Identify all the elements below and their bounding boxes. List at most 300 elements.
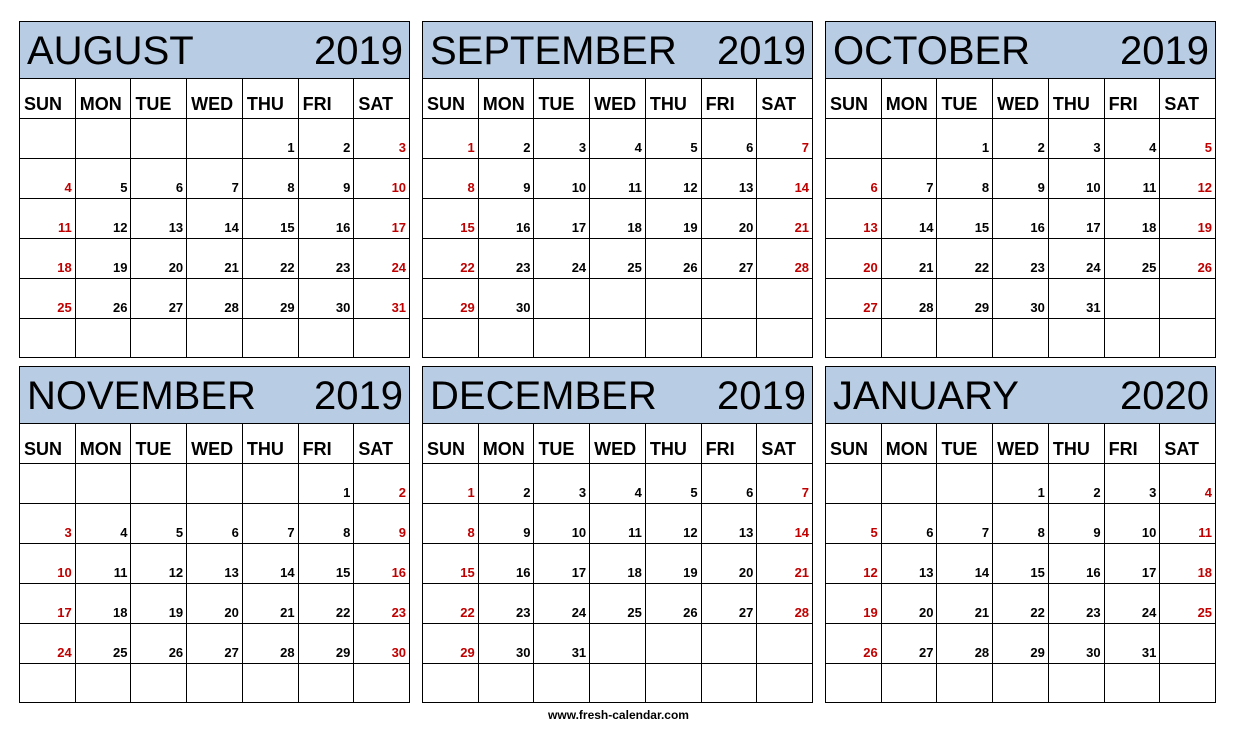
week-row	[826, 199, 1215, 239]
day-number: 27	[224, 645, 239, 660]
weekday-label: TUE	[135, 94, 172, 114]
day-number: 31	[1141, 645, 1157, 660]
day-number: 4	[64, 180, 72, 195]
day-cell	[354, 584, 409, 623]
day-cell	[187, 504, 243, 543]
day-cell	[646, 504, 702, 543]
month-august	[19, 21, 410, 358]
day-number: 27	[168, 300, 184, 315]
day-cell	[1049, 504, 1105, 543]
day-cell	[1105, 664, 1161, 703]
day-cell	[1049, 544, 1105, 583]
day-number: 17	[57, 605, 72, 620]
day-number: 12	[168, 565, 184, 580]
month-header	[20, 22, 409, 79]
month-january	[825, 366, 1216, 703]
day-cell	[131, 279, 187, 318]
day-number: 15	[460, 220, 475, 235]
day-cell	[354, 119, 409, 158]
day-number: 11	[1142, 180, 1157, 195]
day-number: 25	[627, 260, 642, 275]
day-cell	[1049, 159, 1105, 198]
day-cell	[423, 239, 479, 278]
weekday-cell	[299, 424, 355, 463]
day-cell	[882, 504, 938, 543]
day-number: 9	[398, 525, 407, 540]
day-cell	[534, 544, 590, 583]
day-cell	[299, 279, 355, 318]
day-number: 16	[515, 220, 531, 235]
day-number: 9	[343, 180, 351, 195]
footer-url: www.fresh-calendar.com	[548, 708, 689, 722]
day-cell	[20, 664, 76, 703]
day-number: 7	[981, 525, 990, 540]
day-cell	[702, 464, 758, 503]
day-number: 19	[683, 565, 698, 580]
day-cell	[354, 319, 409, 358]
day-number: 18	[627, 565, 642, 580]
day-number: 3	[398, 140, 407, 155]
day-cell	[423, 504, 479, 543]
day-cell	[187, 664, 243, 703]
day-number: 17	[1086, 220, 1101, 235]
month-name: AUGUST	[27, 29, 194, 73]
day-number: 24	[571, 260, 587, 275]
day-cell	[20, 279, 76, 318]
day-cell	[993, 584, 1049, 623]
day-cell	[757, 584, 812, 623]
day-cell	[20, 159, 76, 198]
week-row	[423, 544, 812, 584]
day-number: 10	[57, 565, 72, 580]
day-cell	[826, 279, 882, 318]
weekday-label: WED	[997, 439, 1040, 459]
day-cell	[1105, 504, 1161, 543]
day-cell	[423, 464, 479, 503]
day-cell	[187, 544, 243, 583]
day-cell	[354, 544, 409, 583]
day-number: 13	[168, 220, 184, 235]
weekday-label: TUE	[538, 439, 575, 459]
week-row	[423, 624, 812, 664]
week-row	[423, 199, 812, 239]
weekday-label: WED	[594, 94, 637, 114]
day-number: 26	[683, 260, 698, 275]
day-cell	[354, 504, 409, 543]
weekday-label: TUE	[538, 94, 575, 114]
day-number: 26	[683, 605, 698, 620]
day-cell	[20, 584, 76, 623]
day-number: 8	[467, 525, 475, 540]
day-number: 8	[1037, 525, 1045, 540]
day-number: 2	[523, 140, 531, 155]
day-cell	[131, 319, 187, 358]
day-cell	[826, 199, 882, 238]
day-cell	[187, 584, 243, 623]
day-number: 23	[515, 605, 531, 620]
day-cell	[646, 464, 702, 503]
day-number: 28	[974, 645, 990, 660]
day-number: 22	[974, 260, 990, 275]
day-number: 6	[175, 180, 184, 195]
day-number: 17	[1141, 565, 1157, 580]
day-cell	[826, 544, 882, 583]
day-cell	[299, 199, 355, 238]
day-cell	[757, 199, 812, 238]
day-number: 26	[168, 645, 184, 660]
day-number: 3	[64, 525, 72, 540]
day-number: 19	[683, 220, 698, 235]
day-number: 19	[1197, 220, 1213, 235]
day-number: 19	[112, 260, 128, 275]
day-cell	[646, 199, 702, 238]
day-cell	[131, 584, 187, 623]
weekday-label: WED	[191, 439, 234, 459]
week-row	[20, 279, 409, 319]
weekday-cell	[937, 79, 993, 118]
day-cell	[757, 464, 812, 503]
weekday-header-row	[423, 79, 812, 119]
day-number: 22	[280, 260, 295, 275]
day-cell	[354, 464, 409, 503]
day-number: 1	[467, 140, 475, 155]
day-number: 2	[1093, 485, 1101, 500]
day-cell	[937, 504, 993, 543]
week-row	[826, 279, 1215, 319]
day-number: 27	[918, 645, 934, 660]
weekday-cell	[757, 79, 812, 118]
day-number: 29	[335, 645, 351, 660]
day-cell	[479, 504, 535, 543]
day-cell	[20, 504, 76, 543]
day-cell	[646, 119, 702, 158]
day-cell	[131, 504, 187, 543]
weekday-label: SAT	[358, 94, 393, 114]
day-number: 14	[280, 565, 295, 580]
day-cell	[243, 119, 299, 158]
week-row	[20, 584, 409, 624]
weekday-label: MON	[79, 439, 122, 459]
day-number: 18	[1197, 565, 1213, 580]
day-cell	[937, 239, 993, 278]
weekday-cell	[479, 424, 535, 463]
day-number: 5	[120, 180, 128, 195]
day-cell	[702, 544, 758, 583]
day-number: 20	[738, 565, 754, 580]
day-cell	[646, 239, 702, 278]
weekday-label: SUN	[24, 439, 63, 459]
day-cell	[187, 239, 243, 278]
day-cell	[826, 504, 882, 543]
day-number: 30	[515, 645, 531, 660]
day-cell	[20, 624, 76, 663]
day-cell	[76, 544, 132, 583]
day-number: 15	[460, 565, 475, 580]
day-number: 27	[738, 260, 754, 275]
day-number: 6	[926, 525, 934, 540]
day-cell	[423, 584, 479, 623]
day-cell	[882, 159, 938, 198]
day-cell	[534, 584, 590, 623]
day-number: 23	[335, 260, 351, 275]
day-cell	[354, 239, 409, 278]
day-cell	[590, 664, 646, 703]
weekday-label: FRI	[1108, 439, 1138, 459]
day-cell	[187, 319, 243, 358]
week-row	[423, 239, 812, 279]
day-number: 27	[738, 605, 754, 620]
day-cell	[702, 664, 758, 703]
day-number: 7	[287, 525, 295, 540]
day-number: 23	[1086, 605, 1101, 620]
month-year: 2019	[1120, 29, 1209, 73]
day-cell	[479, 239, 535, 278]
week-row	[20, 464, 409, 504]
day-number: 9	[1037, 180, 1045, 195]
day-cell	[646, 544, 702, 583]
day-cell	[1160, 119, 1215, 158]
day-number: 4	[634, 485, 642, 500]
day-cell	[423, 544, 479, 583]
day-number: 30	[1086, 645, 1101, 660]
weekday-label: TUE	[941, 94, 978, 114]
day-number: 7	[801, 140, 810, 155]
day-cell	[590, 239, 646, 278]
day-number: 10	[1086, 180, 1101, 195]
week-row	[826, 159, 1215, 199]
day-cell	[1049, 584, 1105, 623]
day-number: 17	[391, 220, 407, 235]
day-cell	[423, 119, 479, 158]
day-cell	[702, 279, 758, 318]
day-cell	[131, 624, 187, 663]
day-number: 12	[1197, 180, 1213, 195]
day-cell	[76, 584, 132, 623]
day-cell	[243, 464, 299, 503]
day-number: 13	[738, 525, 754, 540]
day-cell	[1160, 239, 1215, 278]
day-number: 11	[1198, 525, 1213, 540]
day-cell	[534, 119, 590, 158]
week-row	[423, 119, 812, 159]
day-cell	[1160, 279, 1215, 318]
day-number: 8	[343, 525, 351, 540]
day-number: 23	[391, 605, 407, 620]
day-cell	[534, 199, 590, 238]
weekday-header-row	[20, 424, 409, 464]
day-cell	[299, 159, 355, 198]
day-cell	[937, 159, 993, 198]
week-row	[20, 624, 409, 664]
day-cell	[993, 319, 1049, 358]
day-cell	[882, 664, 938, 703]
day-cell	[243, 199, 299, 238]
weekday-label: SAT	[761, 94, 796, 114]
day-cell	[479, 584, 535, 623]
week-row	[20, 319, 409, 358]
weekday-cell	[479, 79, 535, 118]
day-number: 11	[57, 220, 72, 235]
day-cell	[993, 239, 1049, 278]
day-number: 29	[460, 300, 475, 315]
day-cell	[757, 279, 812, 318]
day-number: 2	[398, 485, 407, 500]
day-cell	[826, 119, 882, 158]
day-cell	[937, 319, 993, 358]
day-cell	[1105, 584, 1161, 623]
weekday-cell	[423, 79, 479, 118]
day-cell	[882, 279, 938, 318]
day-cell	[1049, 624, 1105, 663]
day-cell	[20, 199, 76, 238]
day-cell	[243, 504, 299, 543]
day-cell	[479, 279, 535, 318]
weekday-label: WED	[594, 439, 637, 459]
day-number: 24	[391, 260, 407, 275]
weekday-label: SAT	[1164, 94, 1199, 114]
day-cell	[882, 239, 938, 278]
day-number: 17	[571, 220, 587, 235]
day-number: 6	[870, 180, 878, 195]
day-number: 12	[683, 525, 698, 540]
day-cell	[590, 199, 646, 238]
day-cell	[534, 319, 590, 358]
month-name: OCTOBER	[833, 29, 1031, 73]
month-year: 2019	[314, 374, 403, 418]
day-cell	[702, 119, 758, 158]
week-row	[423, 504, 812, 544]
day-number: 21	[794, 565, 810, 580]
day-number: 22	[1030, 605, 1045, 620]
day-number: 9	[523, 525, 531, 540]
day-cell	[243, 319, 299, 358]
day-number: 7	[926, 180, 934, 195]
day-cell	[354, 279, 409, 318]
day-cell	[826, 624, 882, 663]
week-row	[826, 319, 1215, 358]
day-number: 24	[1086, 260, 1101, 275]
weekday-cell	[1049, 424, 1105, 463]
day-cell	[187, 119, 243, 158]
day-number: 14	[794, 180, 810, 195]
day-cell	[993, 464, 1049, 503]
day-cell	[1105, 279, 1161, 318]
day-cell	[534, 279, 590, 318]
day-cell	[131, 664, 187, 703]
day-number: 13	[224, 565, 239, 580]
day-number: 21	[794, 220, 810, 235]
weekday-cell	[299, 79, 355, 118]
weekday-cell	[187, 79, 243, 118]
day-cell	[479, 544, 535, 583]
day-cell	[882, 584, 938, 623]
day-cell	[882, 199, 938, 238]
day-number: 2	[523, 485, 531, 500]
day-number: 5	[175, 525, 184, 540]
day-cell	[299, 119, 355, 158]
day-cell	[590, 544, 646, 583]
day-cell	[479, 319, 535, 358]
weekday-label: MON	[885, 94, 928, 114]
day-cell	[1105, 544, 1161, 583]
day-cell	[187, 624, 243, 663]
day-number: 5	[690, 485, 698, 500]
day-cell	[1049, 464, 1105, 503]
weekday-label: SAT	[761, 439, 796, 459]
day-number: 22	[460, 605, 475, 620]
day-cell	[1105, 319, 1161, 358]
day-cell	[937, 464, 993, 503]
day-cell	[826, 319, 882, 358]
day-number: 21	[280, 605, 295, 620]
month-september	[422, 21, 813, 358]
day-number: 4	[634, 140, 642, 155]
weekday-cell	[702, 79, 758, 118]
day-cell	[423, 319, 479, 358]
day-number: 20	[738, 220, 754, 235]
day-number: 29	[460, 645, 475, 660]
weekday-cell	[826, 424, 882, 463]
day-number: 4	[1204, 485, 1213, 500]
weekday-label: MON	[885, 439, 928, 459]
day-cell	[76, 119, 132, 158]
weekday-cell	[993, 424, 1049, 463]
day-cell	[299, 239, 355, 278]
day-cell	[1105, 624, 1161, 663]
day-cell	[702, 159, 758, 198]
day-number: 19	[863, 605, 878, 620]
weekday-label: THU	[649, 94, 687, 114]
day-cell	[299, 464, 355, 503]
day-cell	[131, 544, 187, 583]
day-number: 7	[231, 180, 239, 195]
day-cell	[1160, 504, 1215, 543]
day-cell	[993, 504, 1049, 543]
day-cell	[757, 319, 812, 358]
weekday-label: SUN	[427, 439, 466, 459]
day-number: 6	[746, 485, 754, 500]
day-cell	[479, 119, 535, 158]
weekday-label: SUN	[427, 94, 466, 114]
week-row	[826, 664, 1215, 703]
day-cell	[20, 464, 76, 503]
weekday-label: WED	[997, 94, 1040, 114]
day-cell	[76, 279, 132, 318]
weekday-header-row	[20, 79, 409, 119]
day-cell	[423, 664, 479, 703]
day-number: 28	[280, 645, 295, 660]
day-cell	[1049, 664, 1105, 703]
day-cell	[243, 239, 299, 278]
day-number: 4	[120, 525, 128, 540]
weekday-cell	[423, 424, 479, 463]
day-cell	[1049, 319, 1105, 358]
day-cell	[993, 624, 1049, 663]
day-number: 12	[112, 220, 128, 235]
weekday-label: THU	[246, 439, 284, 459]
day-cell	[882, 464, 938, 503]
day-cell	[534, 624, 590, 663]
day-number: 30	[1030, 300, 1045, 315]
weekday-cell	[131, 424, 187, 463]
weekday-cell	[882, 424, 938, 463]
day-number: 10	[571, 525, 587, 540]
day-number: 6	[746, 140, 754, 155]
day-cell	[534, 159, 590, 198]
day-number: 10	[391, 180, 407, 195]
weekday-cell	[590, 424, 646, 463]
day-number: 12	[863, 565, 878, 580]
